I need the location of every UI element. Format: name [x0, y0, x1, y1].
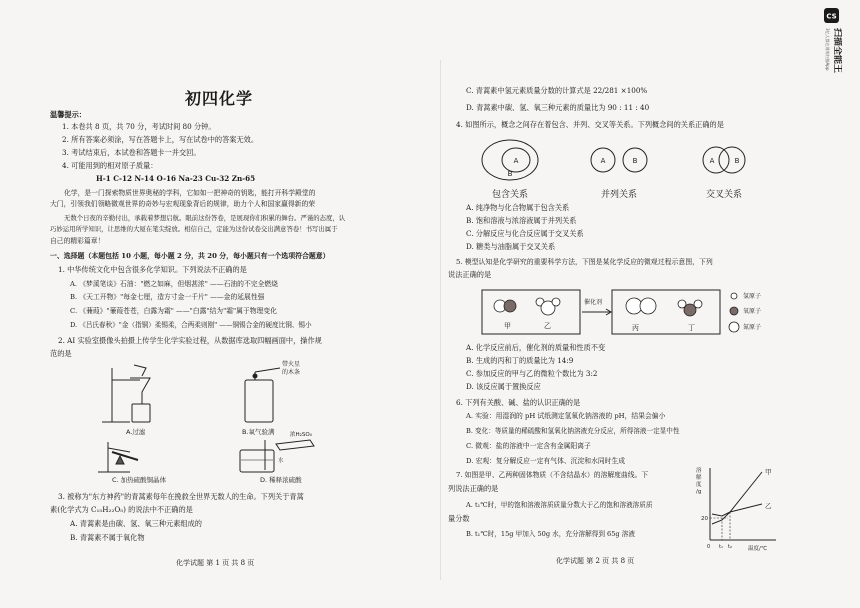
cross-label-b: B [734, 157, 740, 165]
y-axis-label-3: 度 [696, 482, 702, 488]
notice-title: 温馨提示： [50, 110, 86, 119]
q1-option-c: C. 《蒹葭》"蒹葭苍苍，白露为霜" ——"白露"结为"霜"属于物理变化 [70, 307, 277, 315]
cross-caption: 交叉关系 [705, 190, 743, 200]
page-2 [448, 0, 783, 608]
fig-b-note-1: 带火星 [282, 361, 301, 368]
page-1 [50, 0, 430, 608]
dilution-apparatus [240, 440, 314, 472]
q2-stem: 2. AI 实验室摄像头拍摄上传学生化学实验过程，从数据库选取四幅画面中，操作规 [58, 336, 322, 345]
fig-d-note-acid: 浓H₂SO₄ [290, 432, 312, 438]
series-yi-label: 乙 [765, 502, 772, 510]
q7-stem-2: 列说法正确的是 [448, 484, 499, 493]
scanner-watermark [822, 6, 842, 106]
q4-option-d: D. 糖类与油脂属于交叉关系 [466, 242, 556, 251]
filtration-apparatus [102, 365, 150, 422]
q6-option-a: A. 实验：用湿润的 pH 试纸测定氢氧化钠溶液的 pH，结果会偏小 [466, 412, 666, 420]
heating-apparatus [98, 442, 138, 472]
q6-stem: 6. 下列有关酸、碱、盐的认识正确的是 [456, 398, 581, 407]
y-axis-label-2: 解 [696, 475, 702, 481]
q1-option-b: B. 《天工开物》"每金七厘，造方寸金一千片" ——金的延展性强 [70, 293, 265, 301]
y-axis-label-1: 溶 [696, 468, 702, 474]
q5-option-d: D. 该反应属于置换反应 [466, 382, 541, 391]
fig-b-note-2: 的木条 [282, 369, 301, 376]
scanner-logo [822, 6, 842, 106]
label-jia: 甲 [504, 322, 511, 330]
legend-hydrogen: 氢原子 [743, 293, 762, 300]
scanner-logo-text: CS [826, 12, 837, 21]
series-jia-curve [712, 472, 762, 524]
fig-d-note-water: 水 [278, 458, 284, 464]
q3-option-a: A. 青蒿素是由碳、氢、氧三种元素组成的 [70, 519, 202, 528]
q5-option-c: C. 参加反应的甲与乙的微粒个数比为 3:2 [466, 369, 598, 378]
q7-solubility-chart [696, 462, 786, 554]
page-divider [440, 60, 441, 580]
catalyst-label: 催化剂 [584, 299, 603, 306]
scanner-brand: 扫描全能王 [832, 28, 842, 74]
y-tick-20: 20 [701, 516, 708, 522]
notice-1: 1. 本卷共 8 页，共 70 分，考试时间 80 分钟。 [62, 122, 216, 131]
q4-concept-diagram [478, 134, 768, 204]
atomic-masses: H-1 C-12 N-14 O-16 Na-23 Cu-32 Zn-65 [96, 174, 256, 183]
q7-option-a: A. t₁℃时，甲的饱和溶液溶质质量分数大于乙的饱和溶液溶质质 [466, 501, 653, 509]
q1-option-d: D. 《吕氏春秋》"金（指铜）柔锡柔，合两柔则刚" ——铜锡合金的硬度比铜、锡小 [70, 321, 312, 329]
label-ding: 丁 [688, 324, 695, 332]
fig-b-label: B.氧气验满 [242, 428, 275, 436]
q1-stem: 1. 中华传统文化中包含很多化学知识。下列说法不正确的是 [58, 265, 247, 274]
cross-label-a: A [709, 157, 715, 165]
q5-option-a: A. 化学反应前后，催化剂的质量和性质不变 [466, 343, 606, 352]
q1-option-a: A. 《梦溪笔谈》石油："燃之如麻，但烟甚浓" ——石油的不完全燃烧 [70, 280, 278, 288]
label-bing: 丙 [632, 324, 639, 332]
parallel-diagram [591, 148, 647, 172]
notice-3: 3. 考试结束后，本试卷和答题卡一并交回。 [62, 148, 201, 157]
fig-d-label: D. 稀释浓硫酸 [260, 476, 302, 484]
parallel-label-a: A [600, 157, 606, 165]
oxygen-test-apparatus [245, 368, 280, 422]
intro-line-1: 化学，是一门探索物质世界奥秘的学科，它如如一把神奇的钥匙，能打开科学殿堂的 [64, 189, 316, 197]
q4-option-b: B. 饱和溶液与浓溶液属于并列关系 [466, 216, 577, 225]
label-yi: 乙 [544, 322, 551, 330]
y-axis-label-4: /g [696, 489, 702, 495]
q6-option-d: D. 宏观：复分解反应一定有气体、沉淀和水同时生成 [466, 457, 626, 465]
legend-nitrogen: 氮原子 [743, 324, 762, 331]
atom-legend [729, 293, 739, 332]
parallel-caption: 并列关系 [600, 190, 638, 200]
intro-line-4: 巧妙运用所学知识，让思维的大厦在笔尖绽放。相信自己，定能为这份试卷交出满意答卷！书写出属于 [50, 225, 338, 233]
exam-title: 初四化学 [185, 89, 254, 108]
x-tick-t2: t₂ [728, 544, 732, 550]
notice-2: 2. 所有答案必须涂，写在答题卡上，写在试卷中的答案无效。 [62, 135, 259, 144]
q5-stem-2: 说法正确的是 [448, 270, 492, 279]
series-yi-curve [712, 504, 762, 516]
notice-4: 4. 可能用到的相对原子质量： [62, 161, 158, 170]
fig-a-label: A.过滤 [126, 428, 146, 436]
page-1-footer: 化学试题 第 1 页 共 8 页 [176, 559, 255, 567]
series-jia-label: 甲 [765, 468, 772, 476]
legend-oxygen: 氧原子 [743, 308, 762, 315]
q7-option-a-cont: 量分数 [448, 514, 470, 523]
q3-option-d: D. 青蒿素中碳、氢、氧三种元素的质量比为 90 : 11 : 40 [466, 103, 650, 112]
page-2-footer: 化学试题 第 2 页 共 8 页 [556, 557, 635, 565]
q5-option-b: B. 生成的丙和丁的质量比为 14:9 [466, 356, 574, 365]
contain-label-a: A [513, 157, 519, 165]
q3-stem-2: 素(化学式为 C₁₅H₂₂O₅) 的说法中不正确的是 [50, 505, 193, 514]
x-axis-label: 温度/℃ [748, 546, 768, 552]
fig-c-label: C. 加热硫酸铜晶体 [112, 476, 167, 484]
q7-option-b: B. t₁℃时，15g 甲加入 50g 水，充分溶解得到 65g 溶液 [466, 530, 635, 538]
q3-stem: 3. 被称为"东方神药"的青蒿素每年在挽救全世界无数人的生命。下列关于青蒿 [58, 492, 304, 501]
scanner-slogan: 3亿人都在用的扫描App [825, 28, 830, 71]
reactant-box [482, 290, 580, 334]
product-molecules [626, 298, 702, 316]
q7-stem: 7. 如图是甲、乙两种固体物质（不含结晶水）的溶解度曲线。下 [456, 471, 649, 479]
q3-option-c: C. 青蒿素中氢元素质量分数的计算式是 22/281 ×100% [466, 86, 648, 95]
q4-stem: 4. 如图所示，概念之间存在着包含、并列、交叉等关系。下列概念间的关系正确的是 [456, 120, 724, 129]
intro-line-5: 自己的精彩篇章！ [50, 237, 105, 245]
q4-option-a: A. 纯净物与化合物属于包含关系 [466, 203, 570, 212]
q5-stem: 5. 模型认知是化学研究的重要科学方法，下图是某化学反应的微观过程示意图，下列 [456, 258, 713, 266]
reactant-molecules [494, 298, 560, 315]
intro-line-3: 无数个日夜的辛勤付出，承载着梦想启航。眼前这份答卷，是展现你们积累的舞台。严谨的态度，认 [64, 214, 346, 222]
q2-stem-2: 范的是 [50, 349, 72, 358]
x-tick-t1: t₁ [719, 544, 723, 550]
section-1-heading: 一、选择题（本题包括 10 小题，每小题 2 分，共 20 分，每小题只有一个选项符合题意） [50, 252, 330, 260]
contain-label-b: B [507, 170, 513, 178]
contain-caption: 包含关系 [491, 190, 529, 200]
q3-option-b: B. 青蒿素不属于氧化物 [70, 533, 145, 542]
x-tick-0: 0 [707, 544, 711, 550]
parallel-label-b: B [632, 157, 638, 165]
q2-apparatus-figure [90, 360, 380, 485]
intro-line-2: 大门，引领我们领略微观世界的奇妙与宏观现象背后的规律，助力个人和国家赢得新的荣 [50, 200, 316, 208]
q5-reaction-diagram [478, 286, 778, 341]
q6-option-b: B. 变化：等质量的稀硫酸和氢氧化钠溶液充分反应，所得溶液一定显中性 [466, 427, 680, 435]
q6-option-c: C. 微观：盐的溶液中一定含有金属阳离子 [466, 442, 591, 450]
q4-option-c: C. 分解反应与化合反应属于交叉关系 [466, 229, 584, 238]
